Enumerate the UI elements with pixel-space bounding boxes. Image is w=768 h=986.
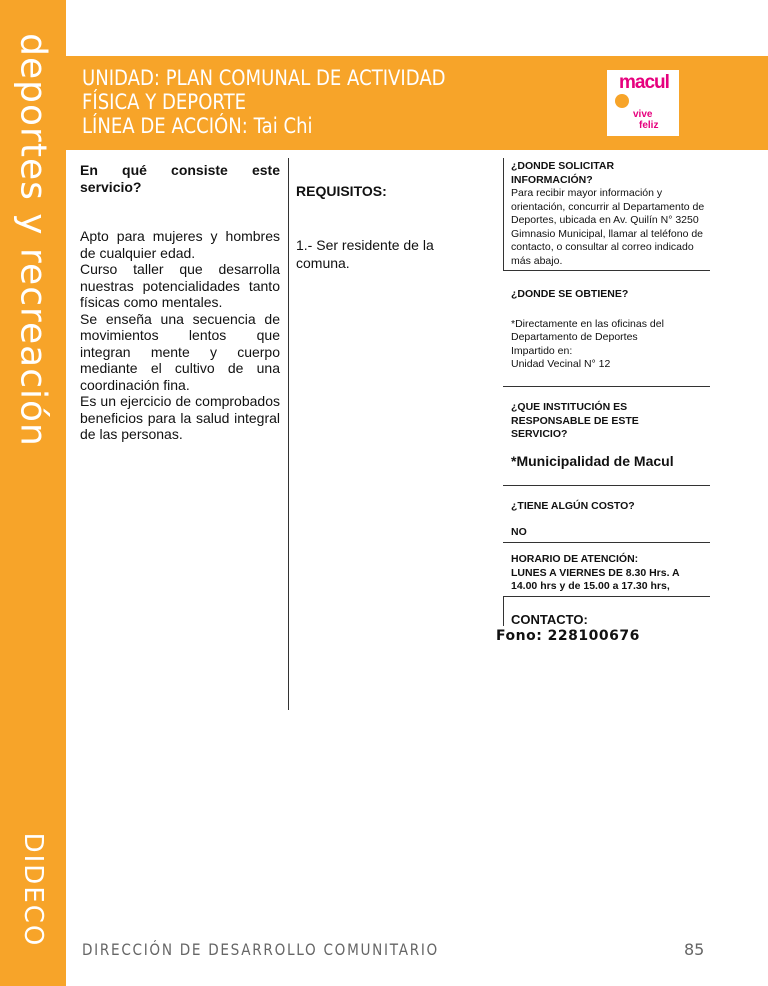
title-line-2: FÍSICA Y DEPORTE: [82, 90, 247, 114]
column-divider-2b: [503, 596, 504, 626]
logo-macul-text: macul: [619, 72, 669, 93]
where-section: [511, 288, 711, 372]
title-line-1: UNIDAD: PLAN COMUNAL DE ACTIVIDAD: [82, 66, 446, 90]
where-line-2: Impartido en:: [511, 344, 573, 357]
service-description-column: [80, 162, 280, 443]
sidebar-band: [0, 0, 66, 986]
divider-cost: [503, 542, 710, 543]
macul-logo: [607, 70, 679, 136]
info-text: Para recibir mayor información y orientación, concurrir al Departamento de Deportes, ubicada en Av. Quilín N° 3250 Gimnasio Municipal, llamar al teléfono de contacto, o consultar al correo indicado más abajo.: [511, 187, 705, 267]
title-line-3: LÍNEA DE ACCIÓN: Tai Chi: [82, 114, 313, 138]
service-paragraph-1: Apto para mujeres y hombres de cualquier edad.: [80, 228, 280, 261]
footer-text: DIRECCIÓN DE DESARROLLO COMUNITARIO: [82, 940, 439, 959]
schedule-section: [511, 553, 711, 594]
service-question-line1: En qué consiste este: [80, 162, 280, 178]
institution-heading: ¿QUE INSTITUCIÓN ES RESPONSABLE DE ESTE SERVICIO?: [511, 401, 639, 440]
divider-institution: [503, 485, 710, 486]
header-band: [66, 56, 768, 150]
divider-schedule: [503, 596, 710, 597]
cost-value: NO: [511, 525, 527, 538]
requirements-heading: REQUISITOS:: [296, 183, 387, 199]
service-paragraph-2: Curso taller que desarrolla nuestras potencialidades tanto físicas como mentales.: [80, 261, 280, 310]
service-paragraph-3: Se enseña una secuencia de movimientos lentos que integran mente y cuerpo mediante el cultivo de una coordinación fina.: [80, 310, 280, 393]
where-line-1: *Directamente en las oficinas del Departamento de Deportes: [511, 317, 664, 343]
info-heading: ¿DONDE SOLICITAR INFORMACIÓN?: [511, 160, 615, 186]
where-heading: ¿DONDE SE OBTIENE?: [511, 288, 629, 300]
institution-section: [511, 401, 711, 470]
column-divider-1: [288, 158, 289, 710]
contact-phone: Fono: 228100676: [496, 628, 640, 644]
institution-value: *Municipalidad de Macul: [511, 452, 674, 469]
requirements-column: [296, 182, 486, 272]
smiley-icon: [615, 94, 629, 108]
page-number: 85: [684, 940, 705, 959]
divider-where: [503, 386, 710, 387]
column-divider-2: [503, 158, 504, 270]
cost-section: [511, 500, 711, 539]
requirement-item-1: 1.- Ser residente de la comuna.: [296, 237, 434, 271]
section-title-vertical: deportes y recreación: [12, 33, 54, 447]
page-title: [82, 66, 446, 138]
department-label-vertical: DIDECO: [18, 832, 48, 948]
service-question-line2: servicio?: [80, 178, 142, 195]
logo-feliz-text: feliz: [639, 120, 659, 131]
contact-heading: CONTACTO:: [511, 612, 588, 627]
where-line-3: Unidad Vecinal N° 12: [511, 358, 611, 370]
schedule-heading: HORARIO DE ATENCIÓN:: [511, 553, 639, 565]
cost-heading: ¿TIENE ALGÚN COSTO?: [511, 500, 635, 512]
service-paragraph-4: Es un ejercicio de comprobados beneficios para la salud integral de las personas.: [80, 393, 280, 442]
schedule-value: LUNES A VIERNES DE 8.30 Hrs. A 14.00 hrs y de 15.00 a 17.30 hrs,: [511, 566, 680, 592]
divider-info: [503, 270, 710, 271]
logo-vive-text: vive: [633, 109, 653, 120]
info-section: [511, 160, 711, 268]
